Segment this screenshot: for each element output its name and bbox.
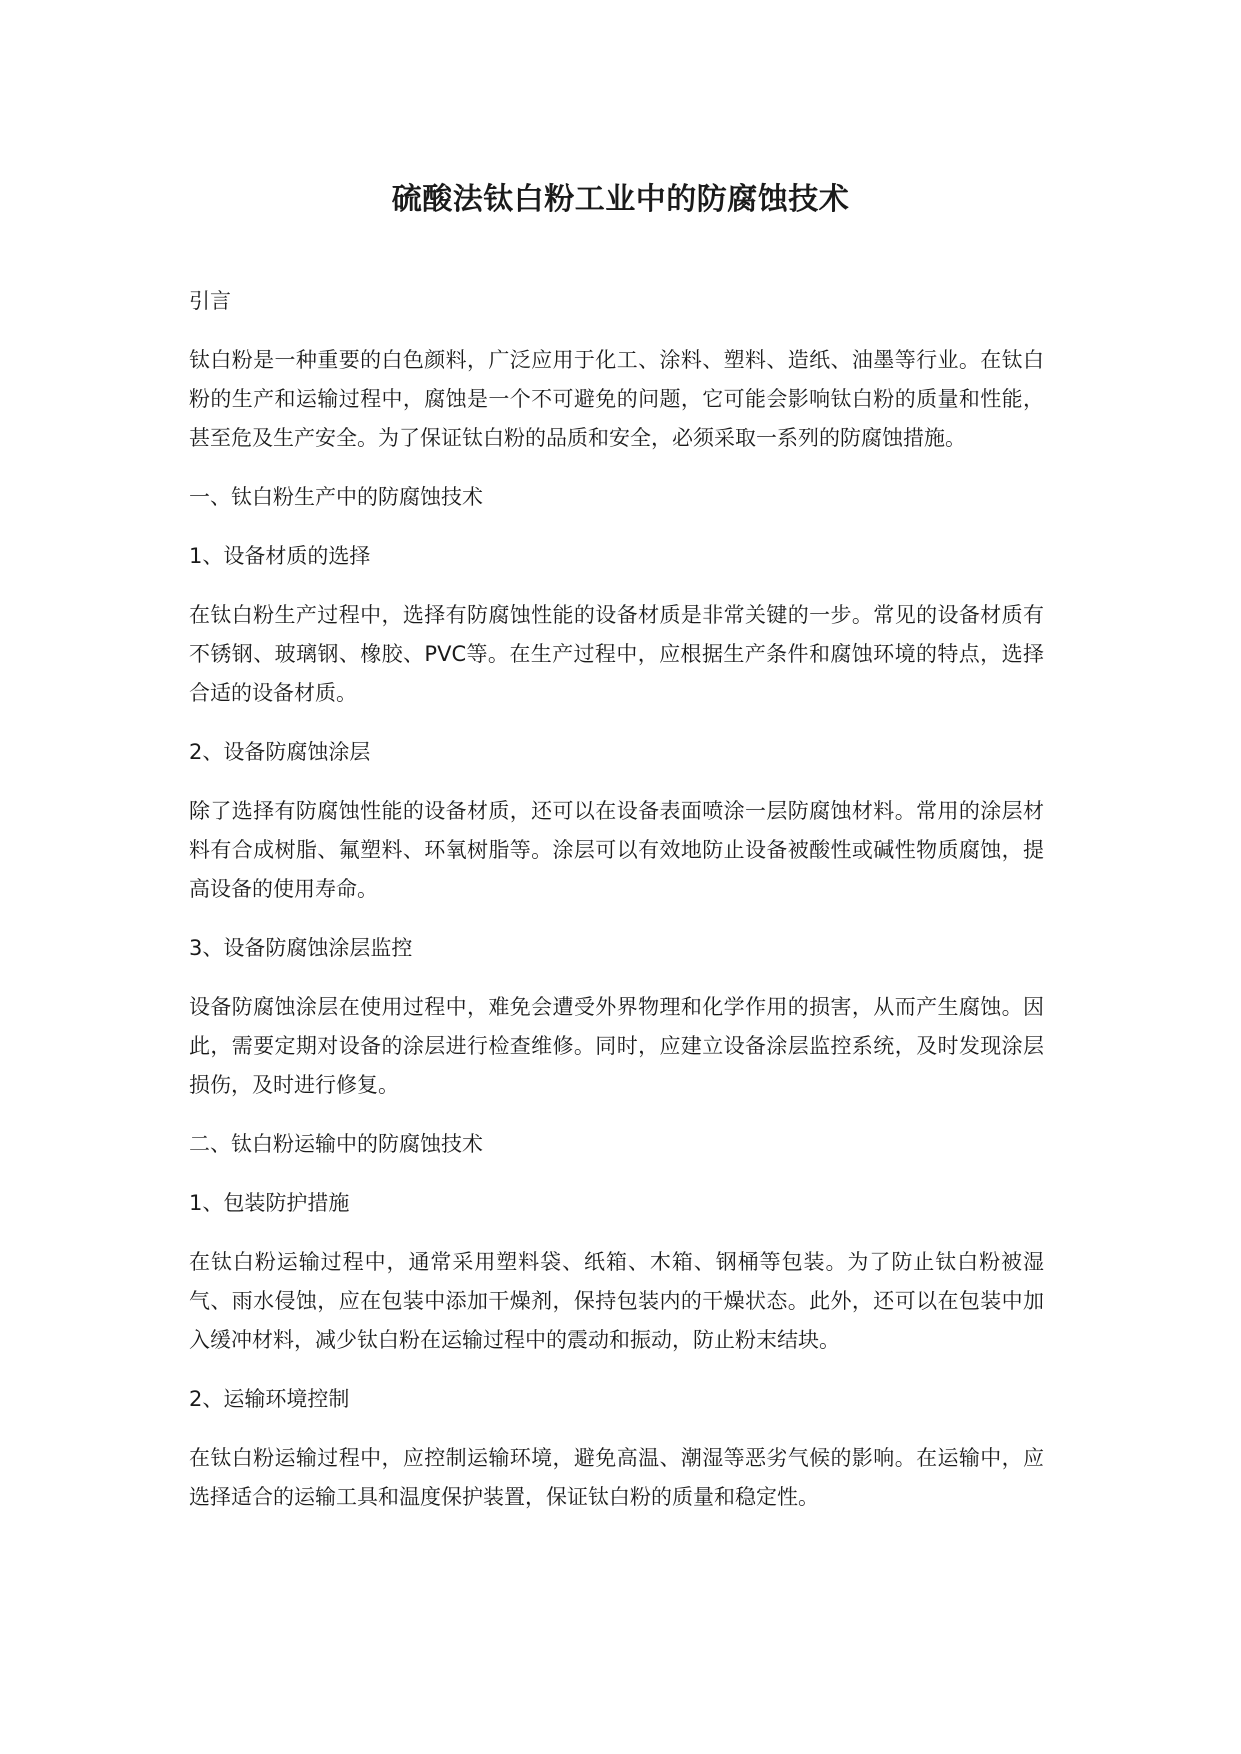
subheading-environment: 2、运输环境控制 [189, 1387, 350, 1411]
subheading-material: 1、设备材质的选择 [189, 544, 371, 568]
subheading-packaging: 1、包装防护措施 [189, 1191, 350, 1215]
paragraph-coating: 除了选择有防腐蚀性能的设备材质，还可以在设备表面喷涂一层防腐蚀材料。常用的涂层材料有合成树脂、氟塑料、环氧树脂等。涂层可以有效地防止设备被酸性或碱性物质腐蚀，提高设备的使用寿命。 [189, 799, 1044, 901]
paragraph-material: 在钛白粉生产过程中，选择有防腐蚀性能的设备材质是非常关键的一步。常见的设备材质有不锈钢、玻璃钢、橡胶、PVC等。在生产过程中，应根据生产条件和腐蚀环境的特点，选择合适的设备材质。 [189, 603, 1044, 705]
section-heading-intro: 引言 [189, 289, 231, 313]
subheading-coating: 2、设备防腐蚀涂层 [189, 740, 371, 764]
section-heading-transport: 二、钛白粉运输中的防腐蚀技术 [189, 1132, 483, 1156]
subheading-coating-monitor: 3、设备防腐蚀涂层监控 [189, 936, 413, 960]
paragraph-packaging: 在钛白粉运输过程中，通常采用塑料袋、纸箱、木箱、钢桶等包装。为了防止钛白粉被湿气、雨水侵蚀，应在包装中添加干燥剂，保持包装内的干燥状态。此外，还可以在包装中加入缓冲材料，减少钛白粉在运输过程中的震动和振动，防止粉末结块。 [189, 1250, 1044, 1352]
paragraph-coating-monitor: 设备防腐蚀涂层在使用过程中，难免会遭受外界物理和化学作用的损害，从而产生腐蚀。因此，需要定期对设备的涂层进行检查维修。同时，应建立设备涂层监控系统，及时发现涂层损伤，及时进行修复。 [189, 995, 1044, 1097]
section-heading-production: 一、钛白粉生产中的防腐蚀技术 [189, 485, 483, 509]
paragraph-environment: 在钛白粉运输过程中，应控制运输环境，避免高温、潮湿等恶劣气候的影响。在运输中，应选择适合的运输工具和温度保护装置，保证钛白粉的质量和稳定性。 [189, 1446, 1044, 1509]
document-body [189, 282, 1044, 1517]
document-title: 硫酸法钛白粉工业中的防腐蚀技术 [391, 182, 850, 217]
paragraph-intro: 钛白粉是一种重要的白色颜料，广泛应用于化工、涂料、塑料、造纸、油墨等行业。在钛白粉的生产和运输过程中，腐蚀是一个不可避免的问题，它可能会影响钛白粉的质量和性能，甚至危及生产安全。为了保证钛白粉的品质和安全，必须采取一系列的防腐蚀措施。 [189, 348, 1044, 450]
